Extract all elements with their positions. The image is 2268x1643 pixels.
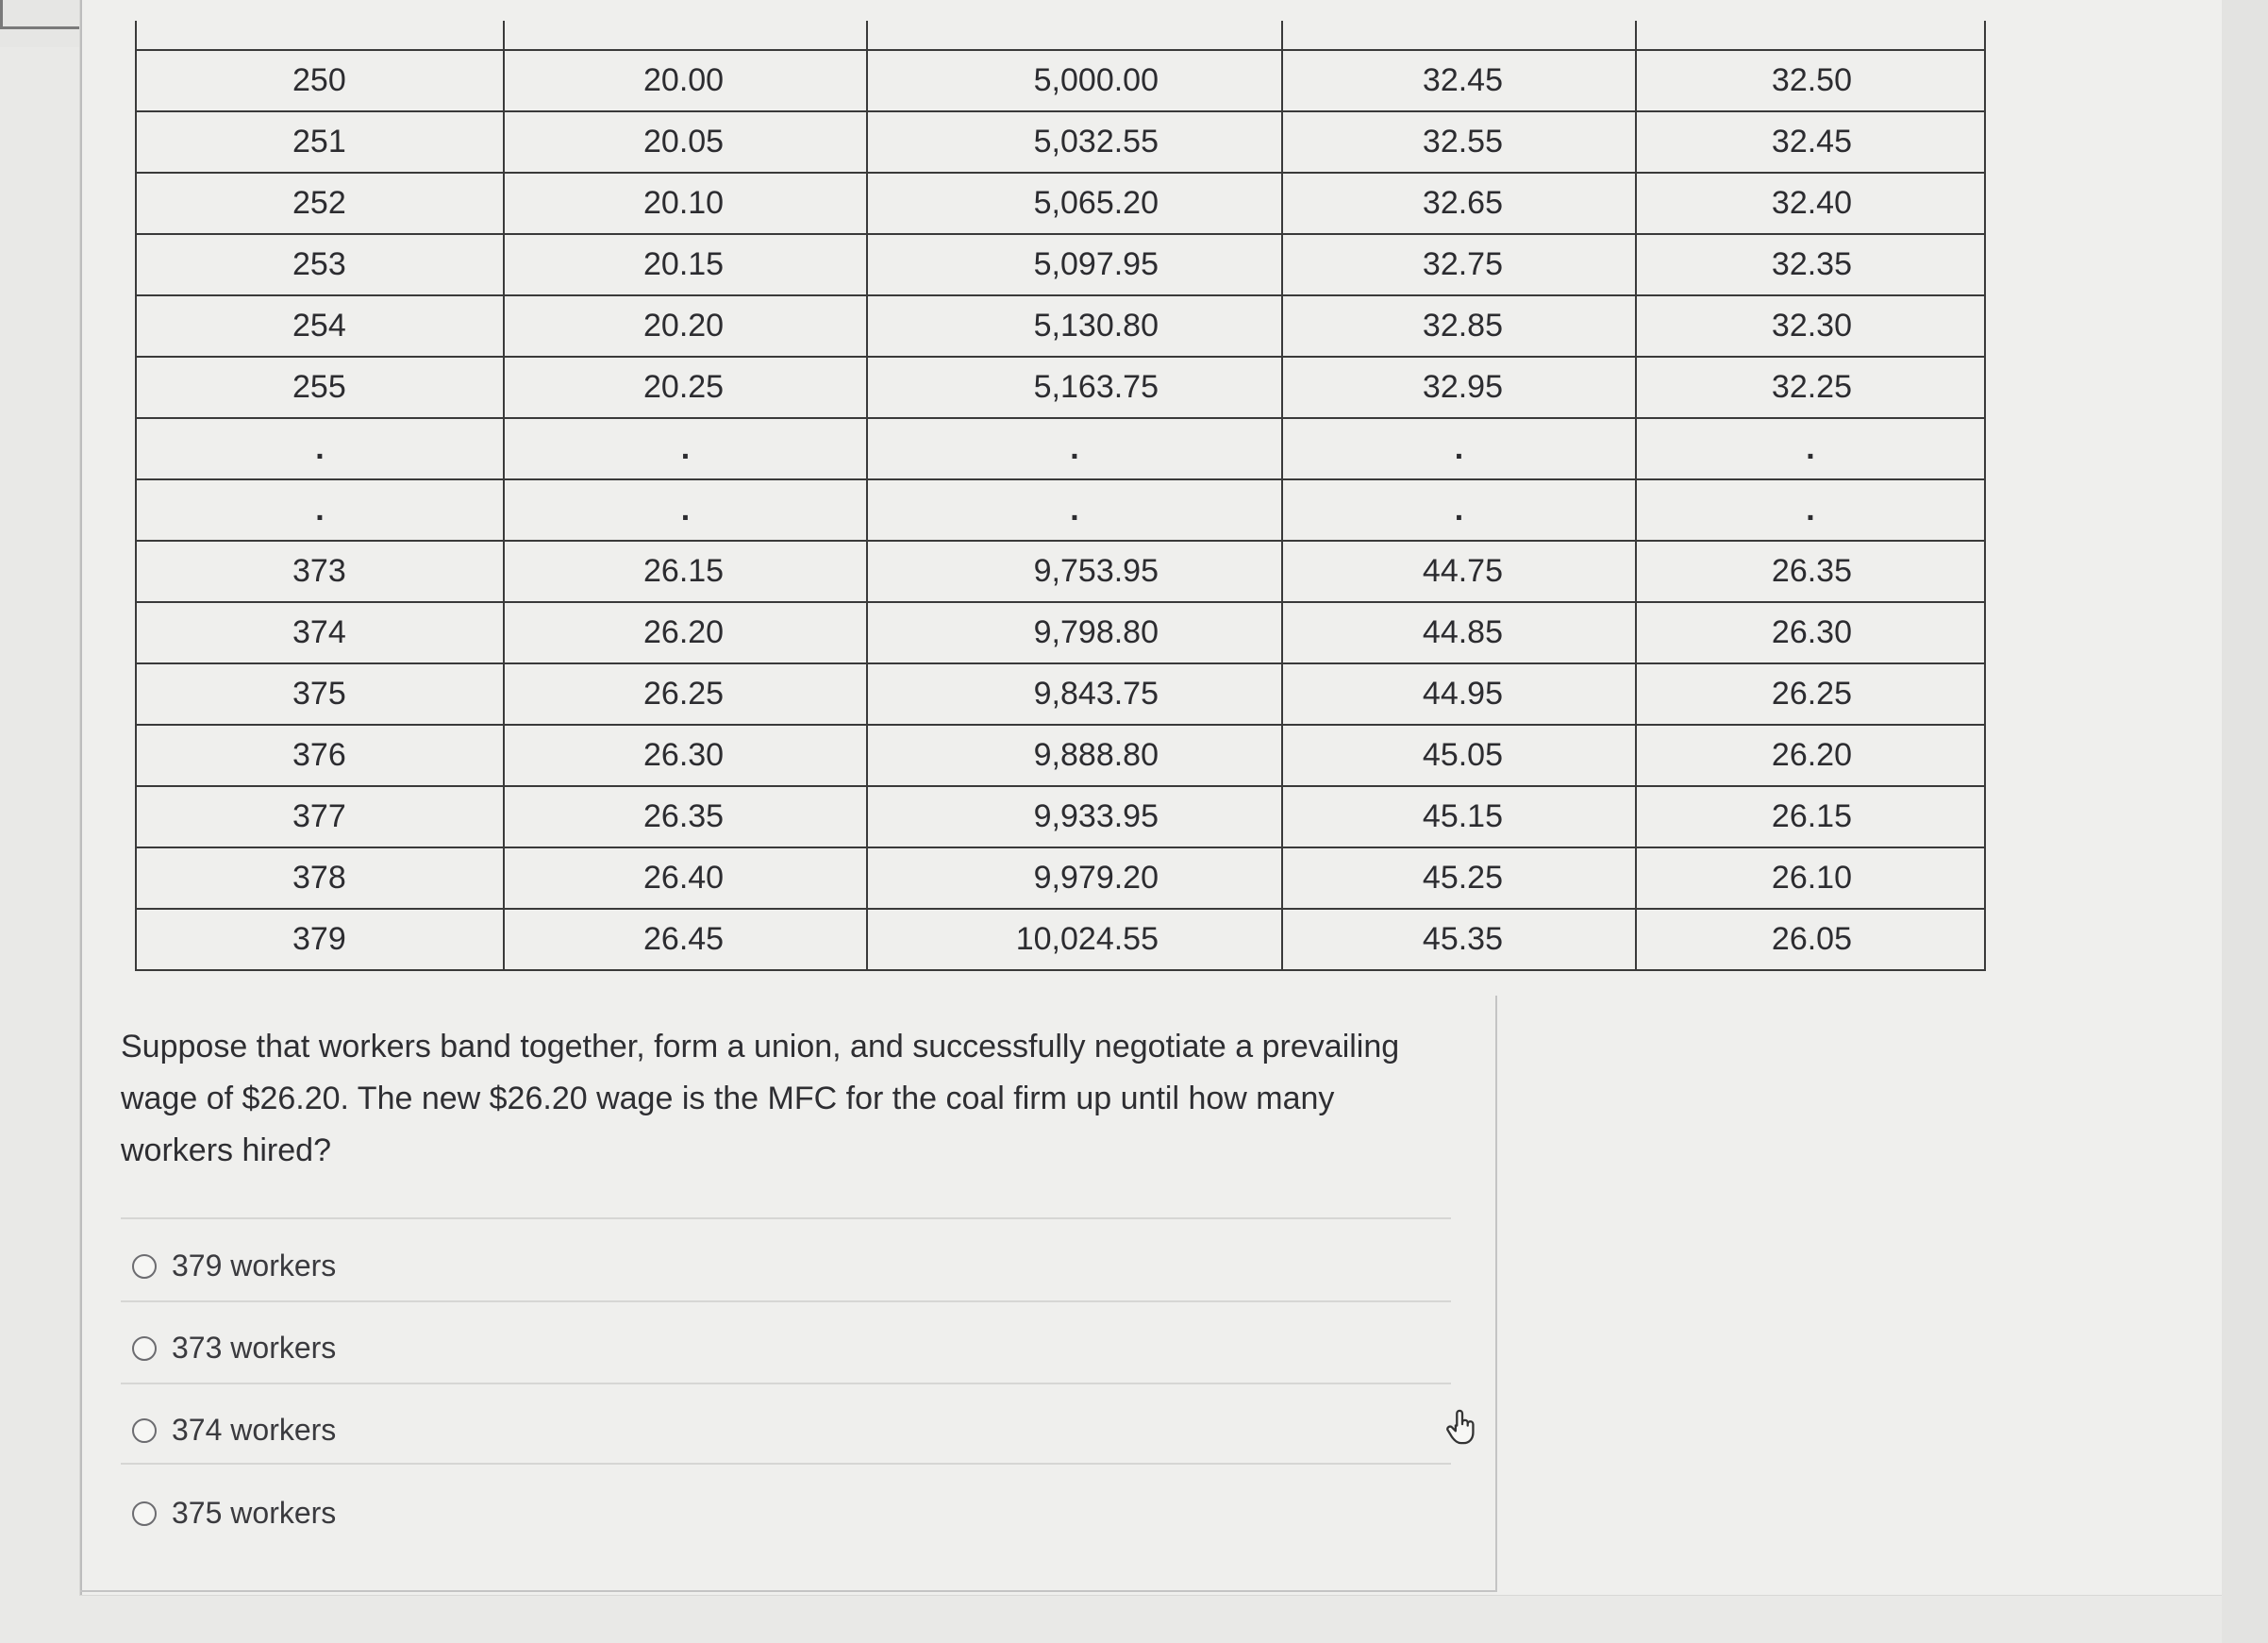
table-row — [136, 111, 1985, 173]
option-374-workers[interactable] — [132, 1413, 336, 1448]
ellipsis-cell: . — [1636, 479, 1985, 541]
ellipsis-cell: . — [136, 418, 504, 479]
right-shade — [2222, 0, 2268, 1643]
total-cost-cell: 9,888.80 — [867, 725, 1282, 786]
total-cost-cell: 9,843.75 — [867, 663, 1282, 725]
table-row — [136, 50, 1985, 111]
table-row-ellipsis — [136, 479, 1985, 541]
mrp-cell: 32.50 — [1636, 50, 1985, 111]
mrp-cell: 26.15 — [1636, 786, 1985, 847]
option-label: 374 workers — [172, 1413, 337, 1447]
question-line: workers hired? — [121, 1132, 331, 1168]
total-cost-cell: 9,798.80 — [867, 602, 1282, 663]
labor-cell: 255 — [136, 357, 504, 418]
mrp-cell: 26.25 — [1636, 663, 1985, 725]
total-cost-cell: 5,000.00 — [867, 50, 1282, 111]
radio-button[interactable] — [132, 1254, 157, 1279]
option-375-workers[interactable] — [132, 1496, 336, 1531]
total-cost-cell: 5,097.95 — [867, 234, 1282, 295]
mfc-cell: 32.55 — [1282, 111, 1636, 173]
wage-cell: 26.40 — [504, 847, 867, 909]
option-373-workers[interactable] — [132, 1331, 336, 1366]
labor-cell: 376 — [136, 725, 504, 786]
ellipsis-cell: . — [1282, 479, 1636, 541]
option-label: 379 workers — [172, 1249, 337, 1283]
labor-cell: 377 — [136, 786, 504, 847]
total-cost-cell: 5,032.55 — [867, 111, 1282, 173]
option-379-workers[interactable] — [132, 1249, 336, 1283]
labor-cell: 253 — [136, 234, 504, 295]
ellipsis-cell: . — [867, 418, 1282, 479]
total-cost-cell: 5,065.20 — [867, 173, 1282, 234]
wage-cell: 26.45 — [504, 909, 867, 970]
labor-cell: 374 — [136, 602, 504, 663]
mrp-cell: 26.10 — [1636, 847, 1985, 909]
mfc-cell: 44.75 — [1282, 541, 1636, 602]
mfc-cell: 45.05 — [1282, 725, 1636, 786]
table-row — [136, 725, 1985, 786]
ellipsis-cell: . — [1636, 418, 1985, 479]
mrp-cell: 26.30 — [1636, 602, 1985, 663]
total-cost-cell: 9,979.20 — [867, 847, 1282, 909]
table-row-cut — [136, 21, 1985, 50]
wage-cell: 20.05 — [504, 111, 867, 173]
mrp-cell: 32.25 — [1636, 357, 1985, 418]
mfc-cell: 32.75 — [1282, 234, 1636, 295]
table-row — [136, 786, 1985, 847]
wage-cell: 26.30 — [504, 725, 867, 786]
labor-cost-table — [135, 21, 1986, 971]
question-line: wage of $26.20. The new $26.20 wage is the MFC for the coal firm up until how many — [121, 1081, 1335, 1116]
table-row — [136, 234, 1985, 295]
wage-cell: 20.10 — [504, 173, 867, 234]
table-row — [136, 173, 1985, 234]
radio-button[interactable] — [132, 1418, 157, 1443]
labor-cell: 373 — [136, 541, 504, 602]
wage-cell: 20.20 — [504, 295, 867, 357]
labor-cell: 379 — [136, 909, 504, 970]
question-line: Suppose that workers band together, form a union, and successfully negotiate a prevailing — [121, 1029, 1400, 1065]
wage-cell: 26.15 — [504, 541, 867, 602]
question-text — [121, 1021, 1442, 1177]
labor-cell: 375 — [136, 663, 504, 725]
wage-cell: 20.25 — [504, 357, 867, 418]
radio-button[interactable] — [132, 1336, 157, 1361]
mfc-cell: 45.15 — [1282, 786, 1636, 847]
labor-cell: 254 — [136, 295, 504, 357]
mfc-cell: 32.85 — [1282, 295, 1636, 357]
mfc-cell: 32.95 — [1282, 357, 1636, 418]
wage-cell: 20.00 — [504, 50, 867, 111]
total-cost-cell: 9,933.95 — [867, 786, 1282, 847]
mfc-cell: 32.45 — [1282, 50, 1636, 111]
divider — [121, 1217, 1451, 1219]
table-row — [136, 541, 1985, 602]
labor-cell: 252 — [136, 173, 504, 234]
mfc-cell: 45.25 — [1282, 847, 1636, 909]
option-label: 373 workers — [172, 1331, 337, 1365]
wage-cell: 26.20 — [504, 602, 867, 663]
mrp-cell: 32.45 — [1636, 111, 1985, 173]
divider — [121, 1383, 1451, 1384]
hand-cursor-icon — [1445, 1408, 1479, 1446]
total-cost-cell: 10,024.55 — [867, 909, 1282, 970]
wage-cell: 26.25 — [504, 663, 867, 725]
labor-cell: 250 — [136, 50, 504, 111]
table-row-ellipsis — [136, 418, 1985, 479]
mrp-cell: 32.35 — [1636, 234, 1985, 295]
ellipsis-cell: . — [1282, 418, 1636, 479]
table-row — [136, 295, 1985, 357]
table-row — [136, 602, 1985, 663]
wage-cell: 26.35 — [504, 786, 867, 847]
ellipsis-cell: . — [504, 479, 867, 541]
wage-cell: 20.15 — [504, 234, 867, 295]
ellipsis-cell: . — [136, 479, 504, 541]
mfc-cell: 32.65 — [1282, 173, 1636, 234]
divider — [121, 1300, 1451, 1302]
table-row — [136, 663, 1985, 725]
labor-cell: 378 — [136, 847, 504, 909]
mrp-cell: 32.40 — [1636, 173, 1985, 234]
ellipsis-cell: . — [867, 479, 1282, 541]
table-row — [136, 847, 1985, 909]
mrp-cell: 26.20 — [1636, 725, 1985, 786]
table-row — [136, 357, 1985, 418]
option-label: 375 workers — [172, 1496, 337, 1530]
total-cost-cell: 5,130.80 — [867, 295, 1282, 357]
mfc-cell: 45.35 — [1282, 909, 1636, 970]
mrp-cell: 26.35 — [1636, 541, 1985, 602]
mrp-cell: 26.05 — [1636, 909, 1985, 970]
labor-cell: 251 — [136, 111, 504, 173]
mrp-cell: 32.30 — [1636, 295, 1985, 357]
table-row — [136, 909, 1985, 970]
total-cost-cell: 9,753.95 — [867, 541, 1282, 602]
divider — [121, 1463, 1451, 1465]
radio-button[interactable] — [132, 1501, 157, 1526]
total-cost-cell: 5,163.75 — [867, 357, 1282, 418]
mfc-cell: 44.95 — [1282, 663, 1636, 725]
ellipsis-cell: . — [504, 418, 867, 479]
mfc-cell: 44.85 — [1282, 602, 1636, 663]
